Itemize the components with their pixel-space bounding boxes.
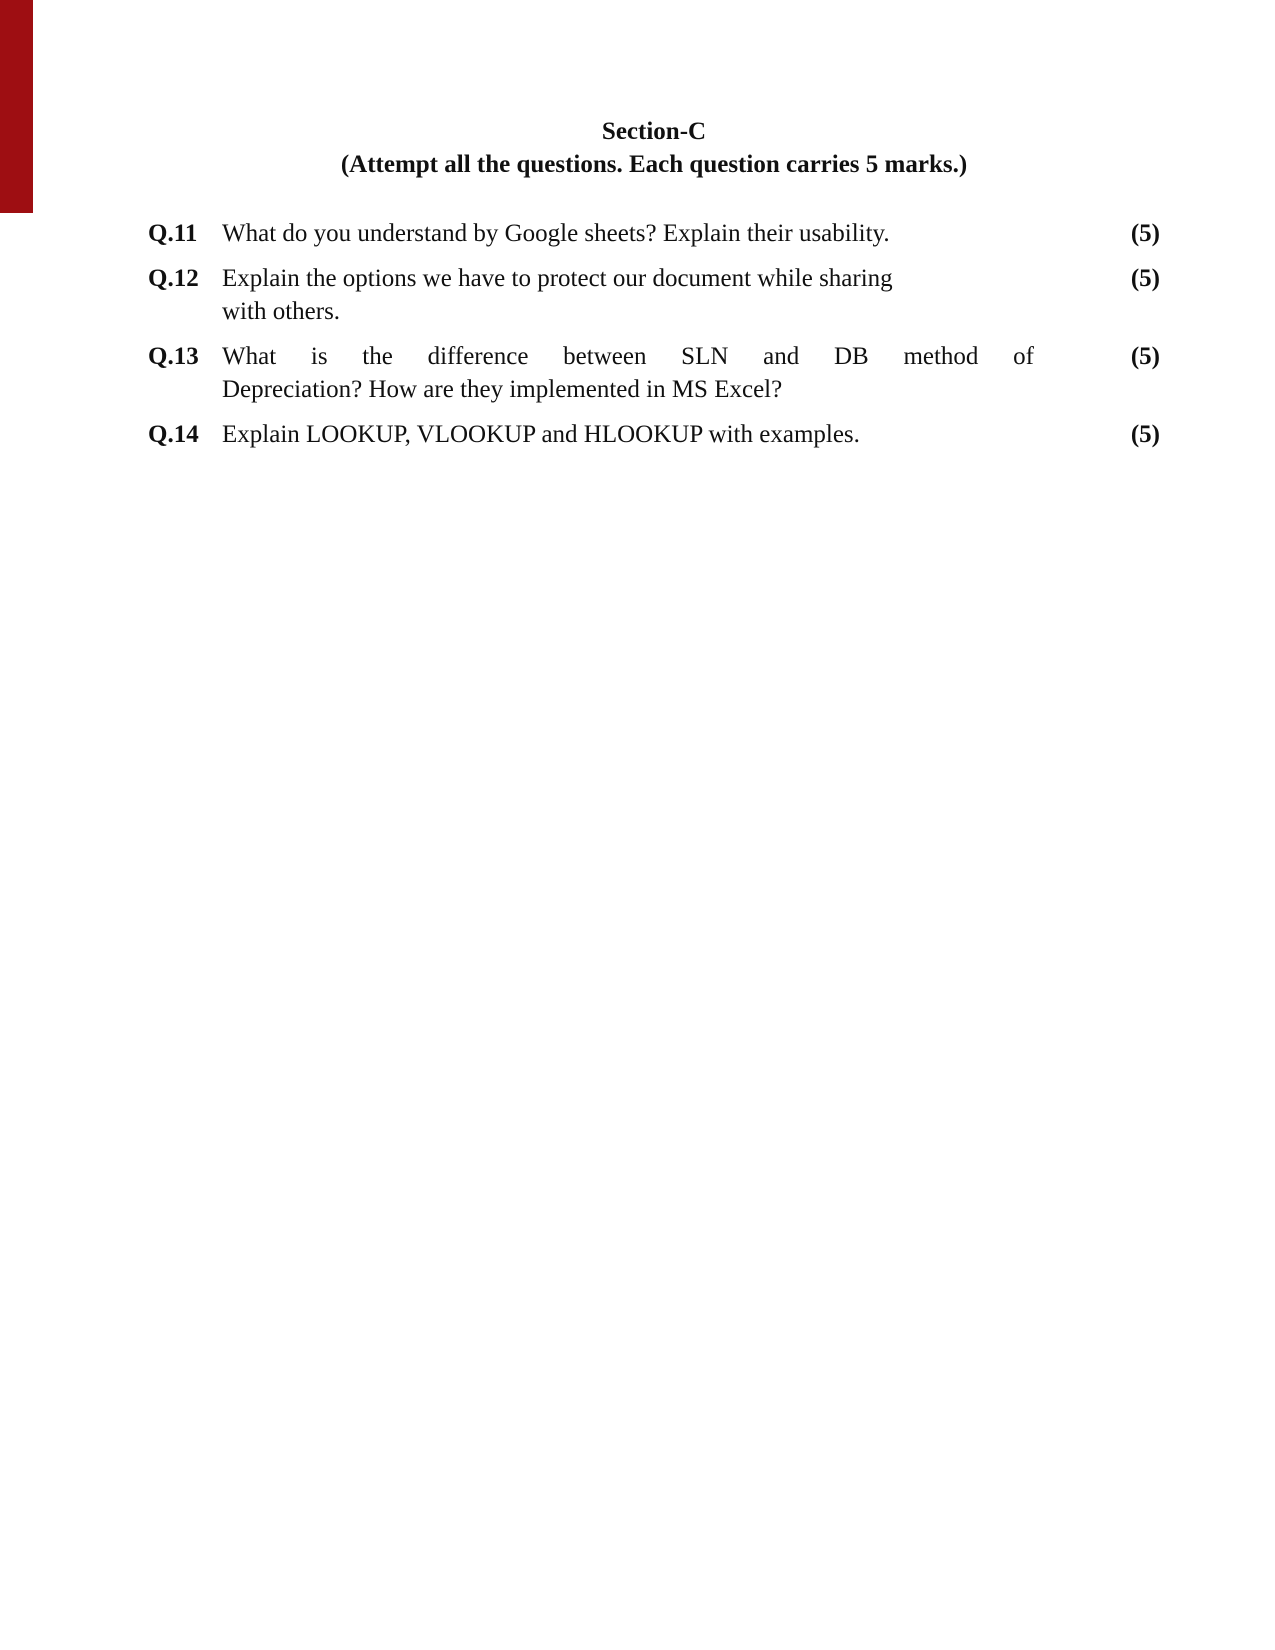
section-title: Section-C	[601, 118, 707, 145]
question-row-q14	[148, 418, 1160, 451]
question-row-q13	[148, 340, 1160, 406]
question-text	[222, 262, 1034, 328]
question-marks: (5)	[1130, 220, 1160, 247]
question-text	[222, 217, 1034, 250]
question-number: Q.12	[148, 265, 199, 292]
question-text	[222, 340, 1034, 406]
question-number: Q.13	[148, 343, 199, 370]
question-line: Explain the options we have to protect our document while sharing	[222, 265, 893, 292]
question-number: Q.14	[148, 421, 199, 448]
question-line: What is the difference between SLN and DB method of	[222, 343, 1034, 370]
question-line: What do you understand by Google sheets? Explain their usability.	[222, 220, 890, 247]
question-marks: (5)	[1130, 343, 1160, 370]
section-header	[148, 115, 1160, 181]
question-marks: (5)	[1130, 265, 1160, 292]
question-number: Q.11	[148, 220, 198, 247]
question-row-q11	[148, 217, 1160, 250]
question-row-q12	[148, 262, 1160, 328]
question-text	[222, 418, 1034, 451]
red-edge-mark	[0, 0, 33, 213]
question-line: with others.	[222, 298, 341, 325]
question-marks: (5)	[1130, 421, 1160, 448]
section-instruction: (Attempt all the questions. Each question carries 5 marks.)	[340, 151, 968, 178]
question-line: Explain LOOKUP, VLOOKUP and HLOOKUP with examples.	[222, 421, 860, 448]
question-line: Depreciation? How are they implemented in MS Excel?	[222, 376, 783, 403]
exam-page-content	[148, 115, 1160, 463]
